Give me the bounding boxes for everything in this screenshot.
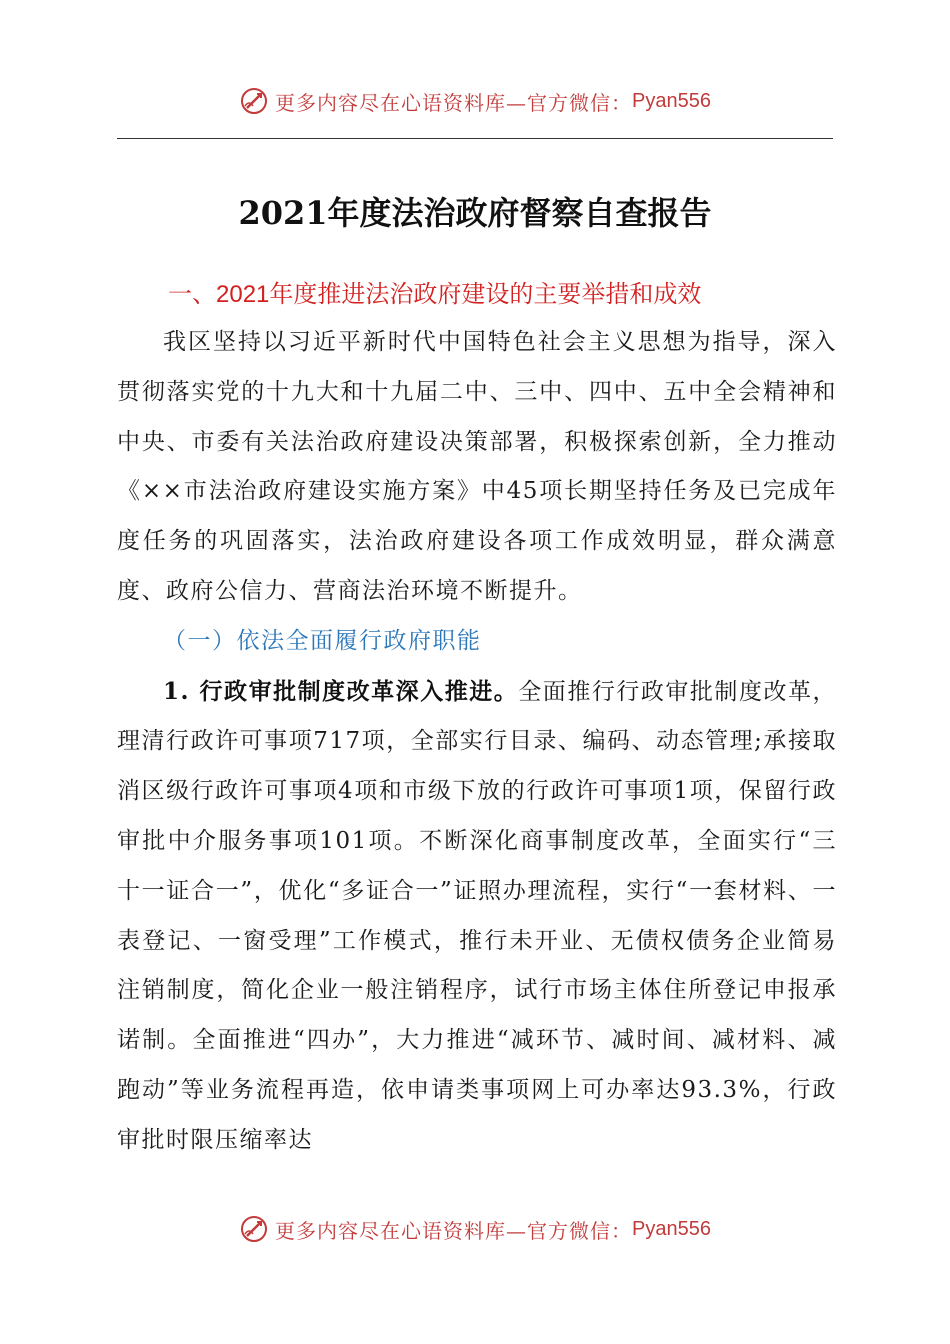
subsection-heading-1: （一）依法全面履行政府职能	[163, 627, 482, 654]
item-lead-1: 1. 行政审批制度改革深入推进。	[163, 677, 519, 705]
watermark-wechat-id: Pyan556	[632, 1217, 711, 1240]
pen-logo-icon	[239, 86, 269, 116]
watermark-wechat-id: Pyan556	[632, 89, 711, 112]
header-watermark	[0, 86, 950, 116]
item-text-1: 全面推行行政审批制度改革，理清行政许可事项717项，全部实行目录、编码、动态管理;承接取消区级行政许可事项4项和市级下放的行政许可事项1项，保留行政审批中介服务事项101项。不断深化商事制度改革，全面实行“三十一证合一”，优化“多证合一”证照办理流程，实行“一套材料、一表登记、一窗受理”工作模式，推行未开业、无债权债务企业简易注销制度，简化企业一般注销程序，试行市场主体住所登记申报承诺制。全面推进“四办”，大力推进“减环节、减时间、减材料、减跑动”等业务流程再造，依申请类事项网上可办率达93.3%，行政审批时限压缩率达	[117, 678, 837, 1153]
header-divider	[117, 138, 833, 139]
pen-logo-icon	[239, 1214, 269, 1244]
item-paragraph-1	[117, 667, 837, 1166]
document-title: 2021年度法治政府督察自查报告	[238, 194, 712, 232]
intro-paragraph: 我区坚持以习近平新时代中国特色社会主义思想为指导，深入贯彻落实党的十九大和十九届二中、三中、四中、五中全会精神和中央、市委有关法治政府建设决策部署，积极探索创新，全力推动《××市法治政府建设实施方案》中45项长期坚持任务及已完成年度任务的巩固落实，法治政府建设各项工作成效明显，群众满意度、政府公信力、营商法治环境不断提升。	[117, 329, 837, 604]
watermark-text: 更多内容尽在心语资料库—官方微信：	[275, 90, 633, 115]
document-body	[117, 318, 837, 1166]
section-heading-1: 一、2021年度推进法治政府建设的主要举措和成效	[168, 281, 702, 308]
footer-watermark	[0, 1214, 950, 1244]
watermark-text: 更多内容尽在心语资料库—官方微信：	[275, 1218, 633, 1243]
